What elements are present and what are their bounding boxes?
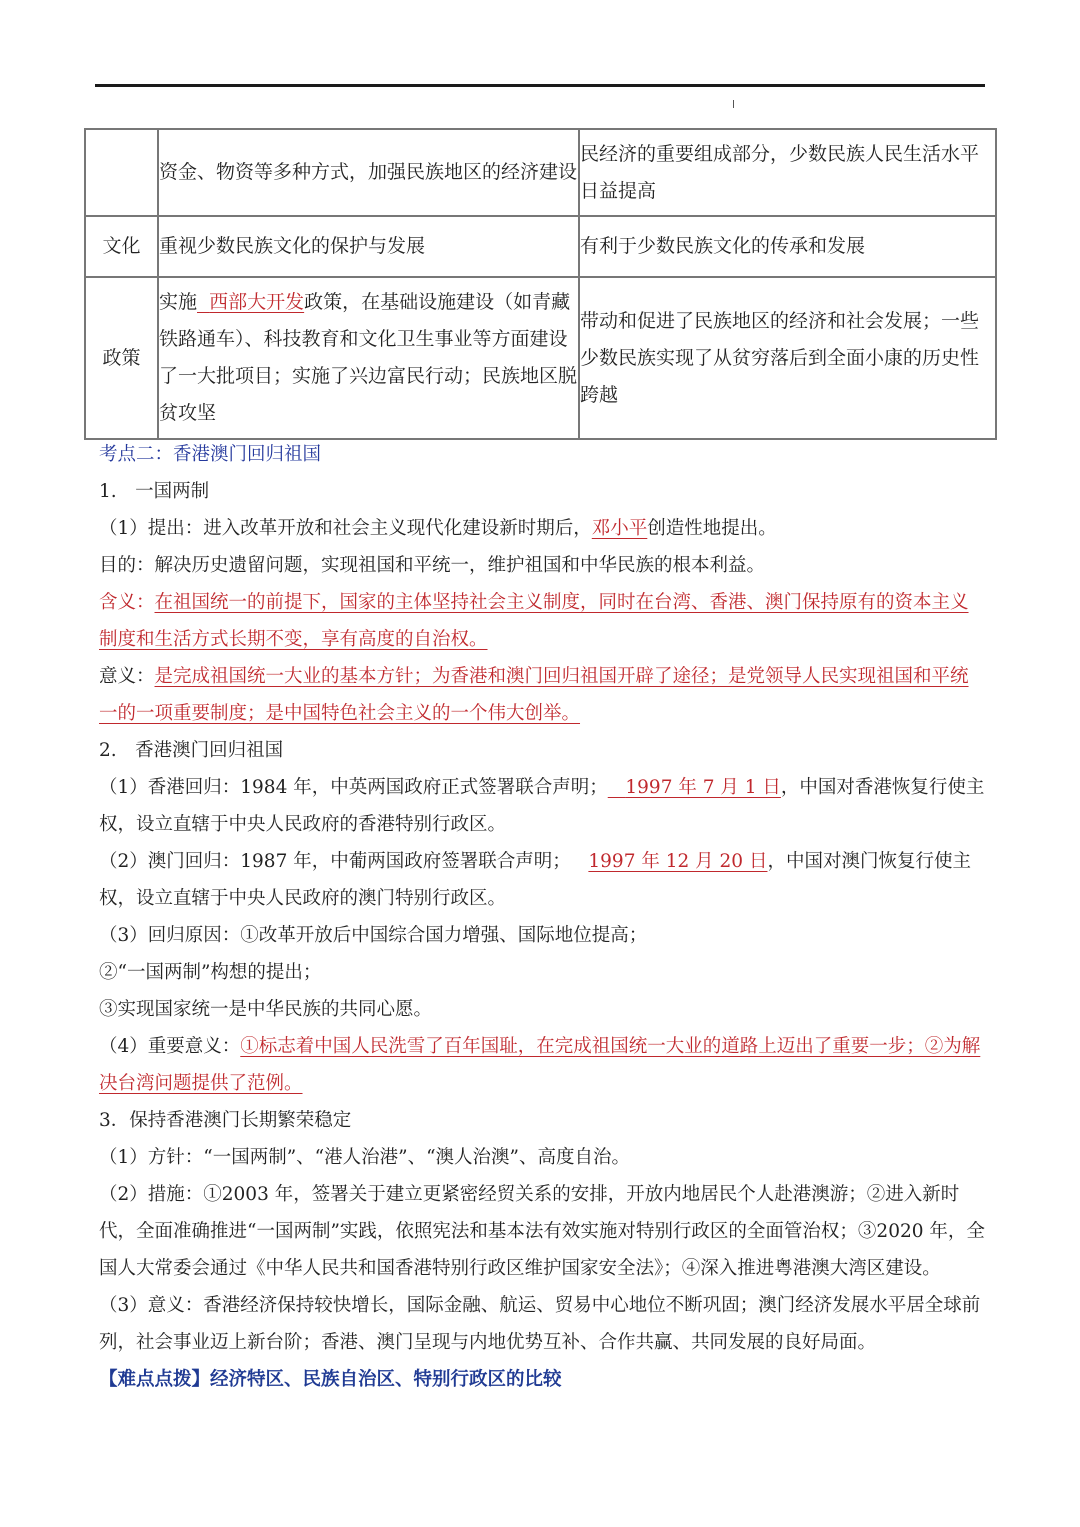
answer-text: 1997 年 7 月 1 日 [625,777,781,798]
paragraph [99,584,987,658]
measure-prefix: 实施 [159,291,198,313]
answer-blank: 1997 年 12 月 20 日 [588,851,768,872]
section-title: 考点二：香港澳门回归祖国 [99,444,322,465]
paragraph: （1）方针：“一国两制”、“港人治港”、“澳人治澳”、高度自治。 [99,1147,631,1168]
answer-text: 是完成祖国统一大业的基本方针；为香港和澳门回归祖国开辟了途径；是党领导人民实现祖国和平统一的一项重要制度；是中国特色社会主义的一个伟大创举。 [99,666,969,724]
table-cell-effect: 有利于少数民族文化的传承和发展 [579,216,996,277]
paragraph: ②“一国两制”构想的提出； [99,962,322,983]
subsection-title: 1. 一国两制 [99,481,210,502]
answer-text: ①标志着中国人民洗雪了百年国耻，在完成祖国统一大业的道路上迈出了重要一步；②为解决台湾问题提供了范例。 [99,1036,981,1094]
section-2 [99,436,987,1398]
table-cell-category: 政策 [85,277,158,439]
table-cell-measure: 重视少数民族文化的保护与发展 [158,216,579,277]
paragraph: （3）回归原因：①改革开放后中国综合国力增强、国际地位提高； [99,925,648,946]
answer-blank [197,291,304,313]
label: （4）重要意义： [99,1036,241,1057]
answer-blank [608,777,781,798]
paragraph: ③实现国家统一是中华民族的共同心愿。 [99,999,433,1020]
table-cell-measure [158,277,579,439]
table-row [85,129,996,216]
paragraph: （3）意义：香港经济保持较快增长，国际金融、航运、贸易中心地位不断巩固；澳门经济发展水平居全球前列，社会事业迈上新台阶；香港、澳门呈现与内地优势互补、合作共赢、共同发展的良好局面。 [99,1295,981,1353]
paragraph [99,658,987,732]
table-cell-effect: 带动和促进了民族地区的经济和社会发展；一些少数民族实现了从贫穷落后到全面小康的历史性跨越 [579,277,996,439]
table-cell-effect: 民经济的重要组成部分，少数民族人民生活水平日益提高 [579,129,996,216]
answer-text: 在祖国统一的前提下，国家的主体坚持社会主义制度，同时在台湾、香港、澳门保持原有的资本主义制度和生活方式长期不变，享有高度的自治权。 [99,592,969,650]
paragraph [99,843,987,917]
table-row [85,216,996,277]
measure-suffix: 政策，在基础设施建设（如青藏铁路通车）、科技教育和文化卫生事业等方面建设了一大批项目；实施了兴边富民行动；民族地区脱贫攻坚 [159,291,578,424]
top-rule [95,84,985,87]
paragraph [99,769,987,843]
paragraph [99,1028,987,1102]
text: 创造性地提出。 [647,518,777,539]
tip-heading: 【难点点拨】经济特区、民族自治区、特别行政区的比较 [99,1369,562,1390]
text: ，中国对澳门恢复行使主权，设立直辖于中央人民政府的澳门特别行政区。 [99,851,971,909]
text: （1）提出：进入改革开放和社会主义现代化建设新时期后， [99,518,592,539]
text: （2）澳门回归：1987 年，中葡两国政府签署联合声明； [99,851,571,872]
paragraph: 目的：解决历史遗留问题，实现祖国和平统一，维护祖国和中华民族的根本利益。 [99,555,766,576]
paragraph: （2）措施：①2003 年，签署关于建立更紧密经贸关系的安排，开放内地居民个人赴港澳游；②进入新时代，全面准确推进“一国两制”实践，依照宪法和基本法有效实施对特别行政区的全面管治权；③2020 年，全国人大常委会通过《中华人民共和国香港特别行政区维护国家安全法》；④深入推进粤港澳大湾区建设。 [99,1184,985,1279]
policy-table [84,128,997,440]
label: 意义： [99,666,155,687]
header-tick [733,100,734,108]
subsection-title: 2. 香港澳门回归祖国 [99,740,284,761]
text: （1）香港回归：1984 年，中英两国政府正式签署联合声明； [99,777,608,798]
table-row [85,277,996,439]
table-cell-measure: 资金、物资等多种方式，加强民族地区的经济建设 [158,129,579,216]
paragraph [99,510,987,547]
table-cell-category [85,129,158,216]
label: 含义： [99,592,155,613]
answer-blank: 邓小平 [591,518,648,539]
table-cell-category: 文化 [85,216,158,277]
subsection-title: 3．保持香港澳门长期繁荣稳定 [99,1110,352,1131]
measure-answer: 西部大开发 [209,291,305,313]
text: ，中国对香港恢复行使主权，设立直辖于中央人民政府的香港特别行政区。 [99,777,985,835]
